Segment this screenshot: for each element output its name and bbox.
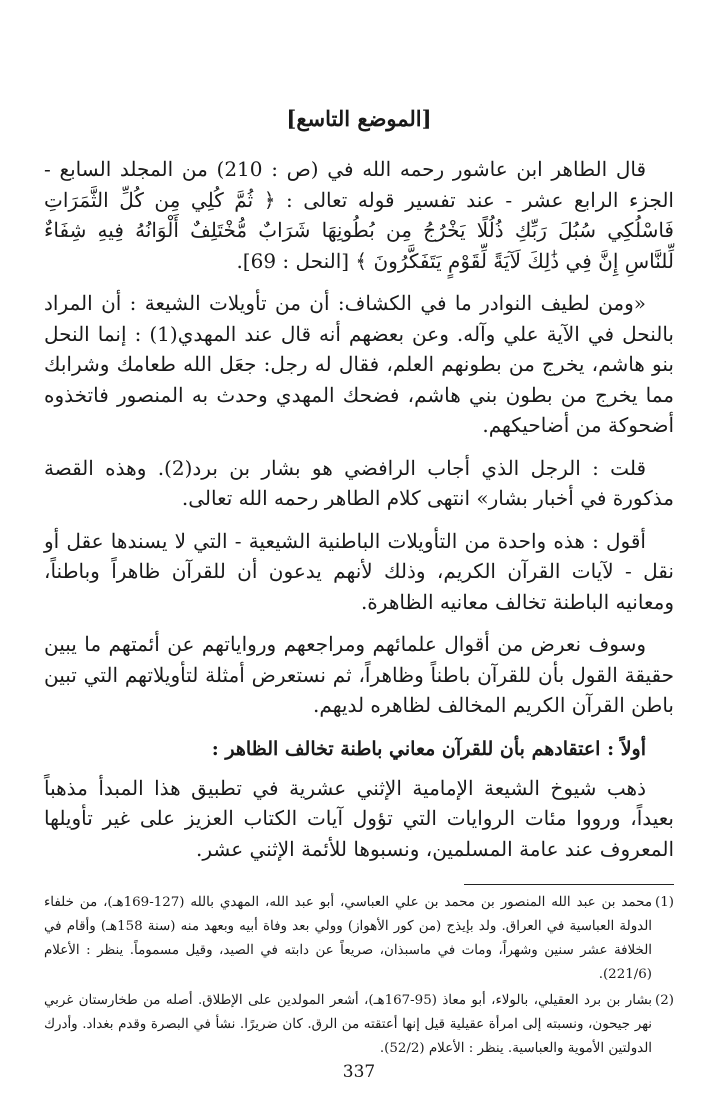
paragraph-2: «ومن لطيف النوادر ما في الكشاف: أن من تأويلات الشيعة : أن المراد بالنحل في الآية علي وآله. وعن بعضهم أنه قال عند المهدي(1) : إنما النحل بنو هاشم، يخرج من بطونهم العلم، فقال له رجل: جعَل الله طعامك وشرابك مما يخرج من بطون بني هاشم، فضحك المهدي وحدث به المنصور فاتخذوه أضحوكة من أضاحيكهم. [44, 291, 674, 437]
footnote-number: (1) [655, 895, 674, 910]
footnote-text: بشار بن برد العقيلي، بالولاء، أبو معاذ (95-167هـ)، أشعر المولدين على الإطلاق. أصله من طخارستان غربي نهر جيحون، ونسبته إلى امرأة عقيلية قيل إنها أعتقته من الرق. كان ضريرًا. نشأ في البصرة وقدم بغداد. وأدرك الدولتين الأموية والعباسية. ينظر : الأعلام (52/2). [44, 993, 653, 1056]
section-heading: [الموضع التاسع] [286, 106, 432, 131]
footnote-number: (2) [655, 993, 674, 1008]
paragraph-6: ذهب شيوخ الشيعة الإمامية الإثني عشرية في تطبيق هذا المبدأ مذهباً بعيداً، ورووا مئات الروايات التي تؤول آيات الكتاب العزيز على غير تأويلها المعروف عند عامة المسلمين، ونسبوها للأئمة الإثني عشر. [44, 775, 674, 861]
footnote-1 [44, 891, 674, 987]
paragraph-1: قال الطاهر ابن عاشور رحمه الله في (ص : 210) من المجلد السابع - الجزء الرابع عشر - عند تفسير قوله تعالى : ﴿ ثُمَّ كُلِي مِن كُلِّ الثَّمَرَاتِ فَاسْلُكِي سُبُلَ رَبِّكِ ذُلُلًا يَخْرُجُ مِن بُطُونِهَا شَرَابٌ مُّخْتَلِفٌ أَلْوَانُهُ فِيهِ شِفَاءٌ لِّلنَّاسِ إِنَّ فِي ذَٰلِكَ لَآيَةً لِّقَوْمٍ يَتَفَكَّرُونَ ﴾ [النحل : 69]. [44, 157, 674, 273]
paragraph-5: وسوف نعرض من أقوال علمائهم ومراجعهم ورواياتهم عن أئمتهم ما يبين حقيقة القول بأن للقرآن باطناً وظاهراً، ثم نستعرض أمثلة لتأويلاتهم التي تبين باطن القرآن الكريم المخالف لظاهره لديهم. [44, 632, 674, 717]
page-number: 337 [342, 1062, 376, 1082]
document-page [44, 96, 674, 1106]
paragraph-4: أقول : هذه واحدة من التأويلات الباطنية الشيعية - التي لا يسندها عقل أو نقل - لآيات القرآن الكريم، وذلك لأنهم يدعون أن للقرآن ظاهراً وباطناً، ومعانيه الباطنة تخالف معانيه الظاهرة. [44, 528, 674, 614]
footnote-2 [44, 989, 674, 1061]
footnote-text: محمد بن عبد الله المنصور بن محمد بن علي العباسي، أبو عبد الله، المهدي بالله (127-169هـ)، من خلفاء الدولة العباسية في العراق. ولد بإيذج (من كور الأهواز) وولي بعد وفاة أبيه وبعهد منه (سنة 158هـ) وأقام في الخلافة عشر سنين وشهراً، ومات في ماسبذان، صريعاً عن دابته في الصيد، وقيل مسموماً. ينظر : الأعلام (221/6). [44, 895, 652, 982]
footnote-divider [464, 884, 674, 885]
subheading: أولاً : اعتقادهم بأن للقرآن معاني باطنة تخالف الظاهر : [211, 737, 646, 760]
paragraph-3: قلت : الرجل الذي أجاب الرافضي هو بشار بن برد(2). وهذه القصة مذكورة في أخبار بشار» انتهى كلام الطاهر رحمه الله تعالى. [44, 455, 674, 510]
footnotes [44, 884, 674, 1063]
